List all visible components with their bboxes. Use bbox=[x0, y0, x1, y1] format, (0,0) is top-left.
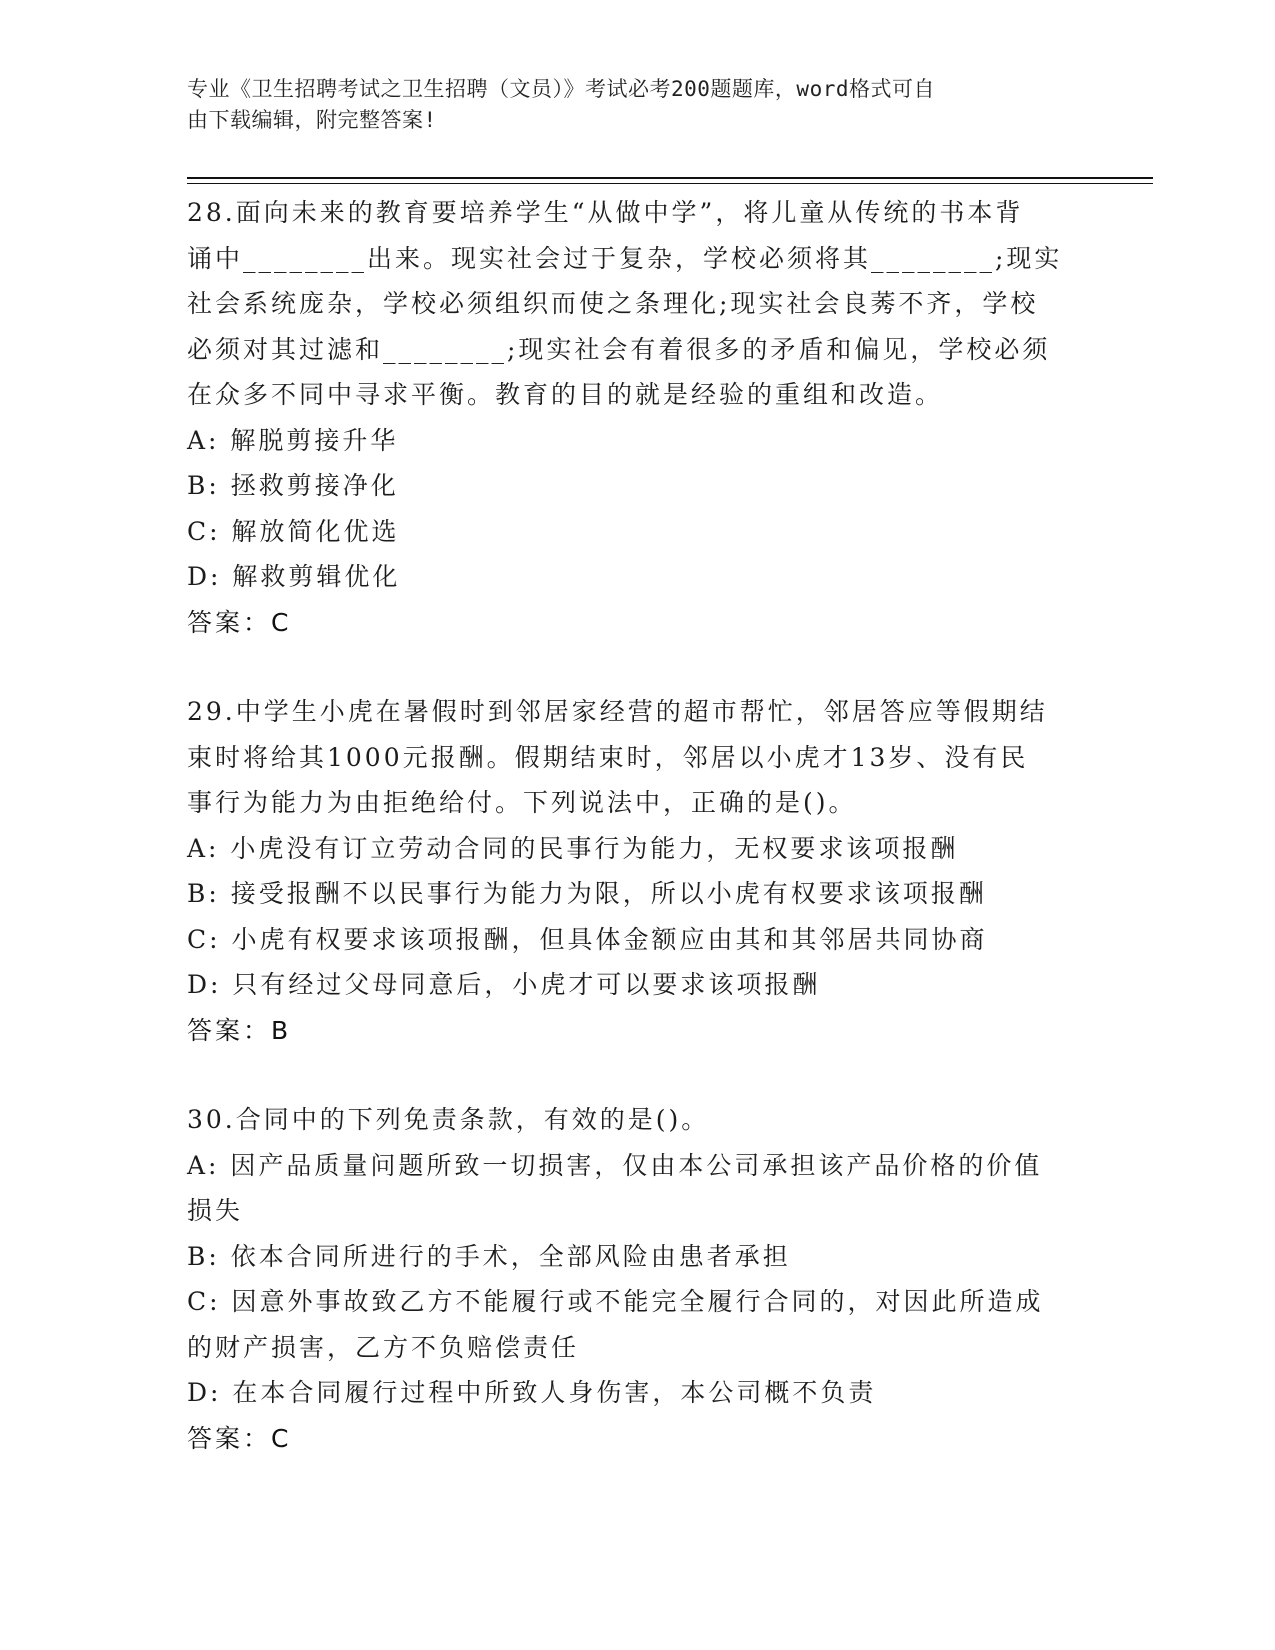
answer-label: 答案：C bbox=[187, 607, 292, 637]
header-divider-thin bbox=[187, 183, 1153, 184]
option-c: C: 小虎有权要求该项报酬，但具体金额应由其和其邻居共同协商 bbox=[187, 924, 988, 954]
option-d: D: 只有经过父母同意后，小虎才可以要求该项报酬 bbox=[187, 970, 821, 999]
question-stem-line: 28.面向未来的教育要培养学生“从做中学”，将儿童从传统的书本背 bbox=[187, 198, 1024, 227]
option-b: B: 拯救剪接净化 bbox=[187, 471, 399, 500]
answer-label: 答案：C bbox=[187, 1423, 292, 1453]
question-stem-line: 在众多不同中寻求平衡。教育的目的就是经验的重组和改造。 bbox=[187, 380, 944, 409]
option-a-continued: 损失 bbox=[187, 1196, 244, 1225]
option-a: A: 因产品质量问题所致一切损害，仅由本公司承担该产品价格的价值 bbox=[187, 1150, 1043, 1180]
question-stem-line: 诵中________出来。现实社会过于复杂，学校必须将其________;现实 bbox=[187, 243, 1063, 273]
question-list bbox=[187, 190, 1087, 1461]
question-stem-line: 必须对其过滤和________;现实社会有着很多的矛盾和偏见，学校必须 bbox=[187, 334, 1051, 364]
question-stem-line: 事行为能力为由拒绝给付。下列说法中，正确的是()。 bbox=[187, 788, 857, 817]
header-line-2: 由下载编辑，附完整答案! bbox=[187, 108, 437, 132]
question-stem-line: 30.合同中的下列免责条款，有效的是()。 bbox=[187, 1105, 710, 1134]
option-b: B: 接受报酬不以民事行为能力为限，所以小虎有权要求该项报酬 bbox=[187, 879, 987, 908]
option-d: D: 解救剪辑优化 bbox=[187, 562, 401, 591]
question-stem-line: 29.中学生小虎在暑假时到邻居家经营的超市帮忙，邻居答应等假期结 bbox=[187, 697, 1048, 726]
option-a: A: 解脱剪接升华 bbox=[187, 425, 399, 455]
question-spacer bbox=[187, 645, 1087, 689]
header-divider-thick bbox=[187, 177, 1153, 179]
question-spacer bbox=[187, 1053, 1087, 1097]
option-b: B: 依本合同所进行的手术，全部风险由患者承担 bbox=[187, 1241, 791, 1271]
option-c-continued: 的财产损害，乙方不负赔偿责任 bbox=[187, 1332, 580, 1362]
answer-label: 答案：B bbox=[187, 1015, 292, 1045]
question-28 bbox=[187, 190, 1087, 645]
option-c: C: 因意外事故致乙方不能履行或不能完全履行合同的，对因此所造成 bbox=[187, 1287, 1044, 1316]
document-header bbox=[187, 74, 1067, 136]
option-a: A: 小虎没有订立劳动合同的民事行为能力，无权要求该项报酬 bbox=[187, 833, 959, 863]
header-line-1: 专业《卫生招聘考试之卫生招聘（文员）》考试必考200题题库，word格式可自 bbox=[187, 77, 935, 101]
option-d: D: 在本合同履行过程中所致人身伤害，本公司概不负责 bbox=[187, 1378, 877, 1407]
question-stem-line: 社会系统庞杂，学校必须组织而使之条理化;现实社会良莠不齐，学校 bbox=[187, 289, 1039, 318]
question-29 bbox=[187, 689, 1087, 1053]
option-c: C: 解放简化优选 bbox=[187, 516, 400, 546]
question-30 bbox=[187, 1097, 1087, 1461]
question-stem-line: 束时将给其1000元报酬。假期结束时，邻居以小虎才13岁、没有民 bbox=[187, 742, 1029, 772]
